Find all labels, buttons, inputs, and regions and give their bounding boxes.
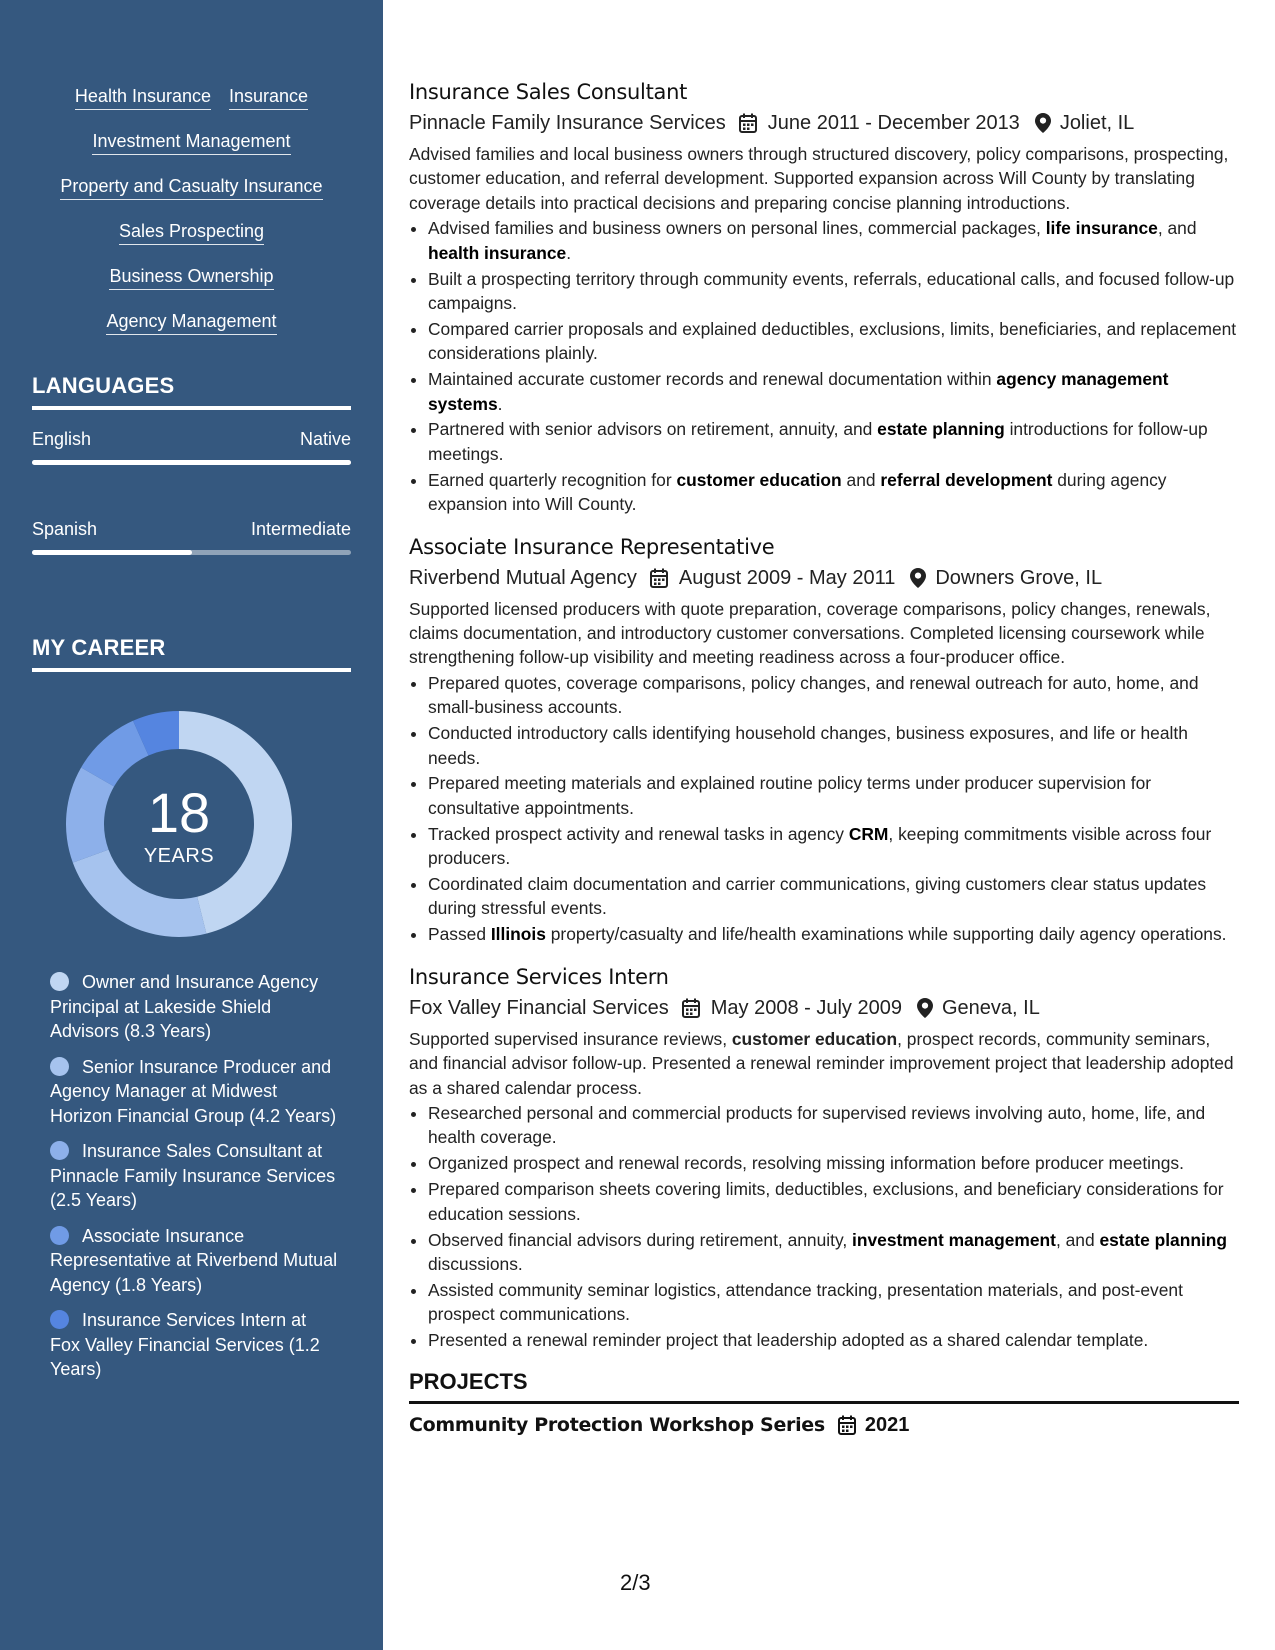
job-title: Insurance Services Intern [409,964,669,989]
job-entry [409,76,1239,517]
job-meta [409,563,1239,593]
skill-row [0,219,383,264]
job-dates: May 2008 - July 2009 [710,996,902,1019]
job-entry [409,531,1239,947]
calendar-icon [649,567,669,589]
skill-row [0,264,383,309]
main-content [409,76,1239,1440]
career-legend-text: Owner and Insurance Agency Principal at Lakeside Shield Advisors (8.3 Years) [50,972,319,1041]
location-pin-icon [1034,112,1052,134]
job-bullet: • Maintained accurate customer records and renewal documentation within agency management systems. [428,367,1239,416]
job-location: Downers Grove, IL [935,566,1103,589]
career-legend-item [50,970,340,1044]
language-level-fill [32,460,351,465]
job-dates: August 2009 - May 2011 [678,566,896,589]
language-english [32,427,351,465]
company-name: Pinnacle Family Insurance Services [409,112,726,134]
job-location: Geneva, IL [941,996,1040,1019]
career-donut-chart [66,711,292,937]
job-meta [409,108,1239,138]
career-legend-text: Insurance Sales Consultant at Pinnacle Family Insurance Services (2.5 Years) [50,1141,336,1210]
project-name: Community Protection Workshop Series [409,1413,825,1436]
job-bullet: • Organized prospect and renewal records, resolving missing information before producer meetings. [428,1151,1239,1175]
skill-tag: Insurance [229,84,308,110]
language-level-bar [32,460,351,465]
language-level: Intermediate [250,519,351,539]
job-bullet: • Assisted community seminar logistics, attendance tracking, presentation materials, and post-event prospect communications. [428,1278,1239,1327]
location-pin-icon [916,997,934,1019]
company-name: Fox Valley Financial Services [409,996,669,1019]
skill-tag: Business Ownership [109,264,273,290]
language-name: Spanish [32,519,98,539]
job-bullet: • Coordinated claim documentation and carrier communications, giving customers clear status updates during stressful events. [428,872,1239,921]
legend-dot-icon [50,972,69,991]
legend-dot-icon [50,1141,69,1160]
experience-list [409,76,1239,1353]
career-legend-text: Senior Insurance Producer and Agency Manager at Midwest Horizon Financial Group (4.2 Years) [50,1056,337,1126]
skill-tag: Property and Casualty Insurance [60,174,322,200]
skill-tag: Agency Management [106,309,276,335]
job-summary: Supported licensed producers with quote preparation, coverage comparisons, policy changes, renewals, claims documentation, and introductory customer conversations. Completed licensing coursework while strengthening follow-up visibility and meeting readiness across a four-producer office. [409,598,1211,668]
job-location: Joliet, IL [1059,112,1135,134]
calendar-icon [837,1414,857,1436]
job-meta [409,993,1239,1023]
job-bullet: • Earned quarterly recognition for customer education and referral development during agency expansion into Will County. [428,468,1239,517]
company-name: Riverbend Mutual Agency [409,566,637,589]
skill-tag: Health Insurance [75,84,211,110]
career-title: MY CAREER [32,634,351,672]
career-legend-item [50,1139,340,1213]
job-bullet: • Prepared quotes, coverage comparisons, policy changes, and renewal outreach for auto, home, and small-business accounts. [428,671,1239,720]
legend-dot-icon [50,1310,69,1329]
skill-row [0,84,383,129]
career-legend-text: Insurance Services Intern at Fox Valley Financial Services (1.2 Years) [50,1310,320,1379]
career-total-years: 18 [147,781,211,844]
career-legend-item [50,1224,340,1298]
job-summary: Advised families and local business owners through structured discovery, policy comparisons, prospecting, customer education, and referral development. Supported expansion across Will County by translating coverage details into practical decisions and preparing concise planning introductions. [409,144,1229,213]
page-number: 2/3 [620,1570,651,1595]
job-bullet: • Partnered with senior advisors on retirement, annuity, and estate planning introductions for follow-up meetings. [428,417,1239,466]
career-legend-item [50,1308,340,1382]
job-bullets [409,216,1239,516]
legend-dot-icon [50,1226,69,1245]
job-bullet: • Tracked prospect activity and renewal tasks in agency CRM, keeping commitments visible across four producers. [428,822,1239,871]
language-level: Native [299,429,351,449]
job-bullet: • Conducted introductory calls identifying household changes, business exposures, and life or health needs. [428,721,1239,770]
languages-title: LANGUAGES [32,372,351,410]
job-dates: June 2011 - December 2013 [767,112,1020,134]
skill-row [0,129,383,174]
career-legend-item [50,1055,340,1129]
job-bullets [409,671,1239,947]
career-total-label: YEARS [143,845,215,867]
legend-dot-icon [50,1057,69,1076]
job-bullet: • Passed Illinois property/casualty and life/health examinations while supporting daily agency operations. [428,922,1239,946]
job-summary: Supported supervised insurance reviews, customer education, prospect records, community seminars, and financial advisor follow-up. Presented a renewal reminder improvement project that leadership adopted as a shared calendar process. [409,1028,1234,1098]
skills-list [0,84,383,354]
job-bullets [409,1101,1239,1353]
skill-row [0,309,383,354]
job-title: Associate Insurance Representative [409,534,775,559]
projects-title: PROJECTS [409,1367,1239,1404]
job-bullet: • Compared carrier proposals and explained deductibles, exclusions, limits, beneficiaries, and replacement considerations plainly. [428,317,1239,366]
project-item [409,1410,1239,1440]
location-pin-icon [909,567,927,589]
language-spanish [32,517,351,555]
language-name: English [32,429,92,449]
job-entry [409,961,1239,1353]
job-bullet: • Prepared comparison sheets covering limits, deductibles, exclusions, and beneficiary considerations for education sessions. [428,1177,1239,1226]
skill-tag: Investment Management [92,129,290,155]
skill-tag: Sales Prospecting [119,219,264,245]
job-bullet: • Researched personal and commercial products for supervised reviews involving auto, home, life, and health coverage. [428,1101,1239,1150]
calendar-icon [738,112,758,134]
job-title: Insurance Sales Consultant [409,80,688,104]
language-level-fill [32,550,192,555]
project-year: 2021 [864,1413,910,1436]
sidebar [0,0,383,1650]
career-legend-text: Associate Insurance Representative at Riverbend Mutual Agency (1.8 Years) [50,1225,338,1295]
job-bullet: • Presented a renewal reminder project that leadership adopted as a shared calendar template. [428,1328,1239,1352]
language-level-bar [32,550,351,555]
job-bullet: • Observed financial advisors during retirement, annuity, investment management, and estate planning discussions. [428,1228,1239,1277]
job-bullet: • Built a prospecting territory through community events, referrals, educational calls, and focused follow-up campaigns. [428,267,1239,316]
career-legend [50,970,340,1393]
job-bullet: • Advised families and business owners on personal lines, commercial packages, life insurance, and health insurance. [428,216,1239,265]
job-bullet: • Prepared meeting materials and explained routine policy terms under producer supervision for consultative appointments. [428,771,1239,820]
skill-row [0,174,383,219]
calendar-icon [681,997,701,1019]
